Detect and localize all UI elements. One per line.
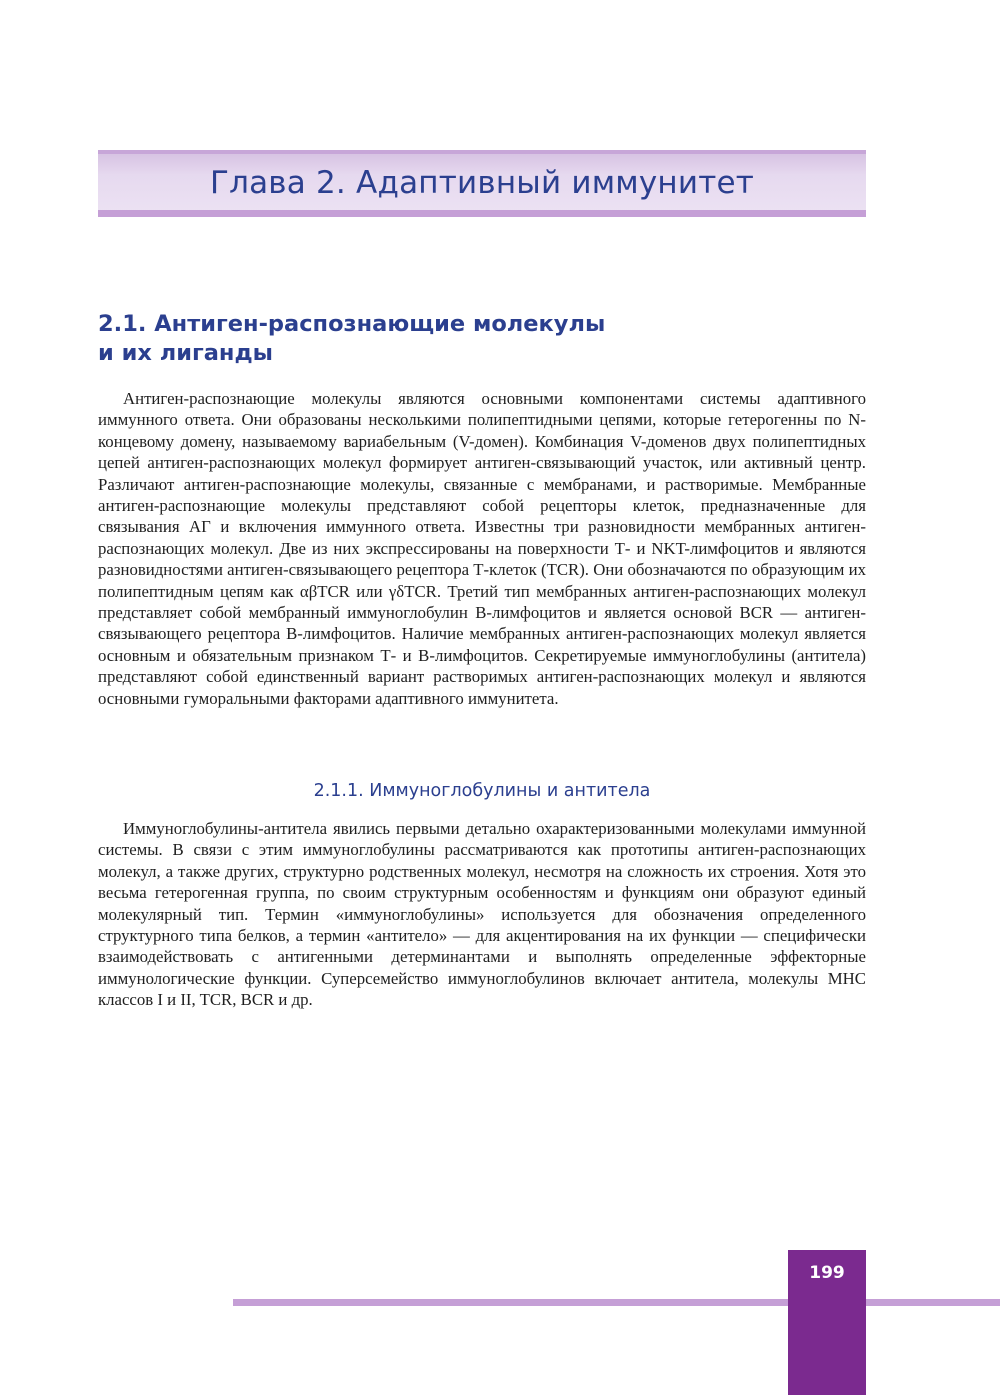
subsection-paragraph: Иммуноглобулины-антитела явились первыми детально охарактеризованными молекулами иммунной системы. В связи с этим иммуноглобулины рассматриваются как прототипы антиген-распознающих молекул, а также других, структурно родственных молекул, несмотря на сложность их строения. Хотя это весьма гетерогенная группа, по своим структурным особенностям и функциям они образуют единый молекулярный тип. Термин «иммуноглобулины» используется для обозначения определенного структурного типа белков, а термин «антитело» — для акцентирования на их функции — специфически взаимодействовать с антигенными детерминантами и выполнять определенные эффекторные иммунологические функции. Суперсемейство иммуноглобулинов включает антитела, молекулы МНС классов I и II, TCR, BCR и др. xyxy=(98,819,866,1010)
section-paragraph: Антиген-распознающие молекулы являются основными компонентами системы адаптивного иммунного ответа. Они образованы несколькими полипептидными цепями, которые гетерогенны по N-концевому домену, называемому вариабельным (V-домен). Комбинация V-доменов двух полипептидных цепей антиген-распознающих молекул формирует антиген-связывающий участок, или активный центр. Различают антиген-распознающие молекулы, связанные с мембранами, и растворимые. Мембранные антиген-распознающие молекулы представляют собой рецепторы клеток, предназначенные для связывания АГ и включения иммунного ответа. Известны три разновидности мембранных антиген-распознающих молекул. Две из них экспрессированы на поверхности Т- и NKT-лимфоцитов и являются разновидностями антиген-связывающего рецептора Т-клеток (TCR). Они обозначаются по образующим их полипептидным цепям как αβTCR или γδTCR. Третий тип мембранных антиген-распознающих молекул представляет собой мембранный иммуноглобулин В-лимфоцитов и является основой BCR — антиген-связывающего рецептора В-лимфоцитов. Наличие мембранных антиген-распознающих молекул является основным и обязательным признаком Т- и В-лимфоцитов. Секретируемые иммуноглобулины (антитела) представляют собой единственный вариант растворимых антиген-распознающих молекул и являются основными гуморальными факторами адаптивного иммунитета. xyxy=(98,389,866,708)
chapter-banner-underline xyxy=(98,210,866,217)
section-title-line-2: и их лиганды xyxy=(98,340,273,366)
subsection-title: 2.1.1. Иммуноглобулины и антитела xyxy=(313,781,651,801)
footer-rule xyxy=(233,1299,1000,1306)
section-title-line-1: 2.1. Антиген-распознающие молекулы xyxy=(98,311,606,337)
chapter-title: Глава 2. Адаптивный иммунитет xyxy=(209,165,755,201)
section-title xyxy=(98,310,798,368)
page-number: 199 xyxy=(809,1263,845,1283)
